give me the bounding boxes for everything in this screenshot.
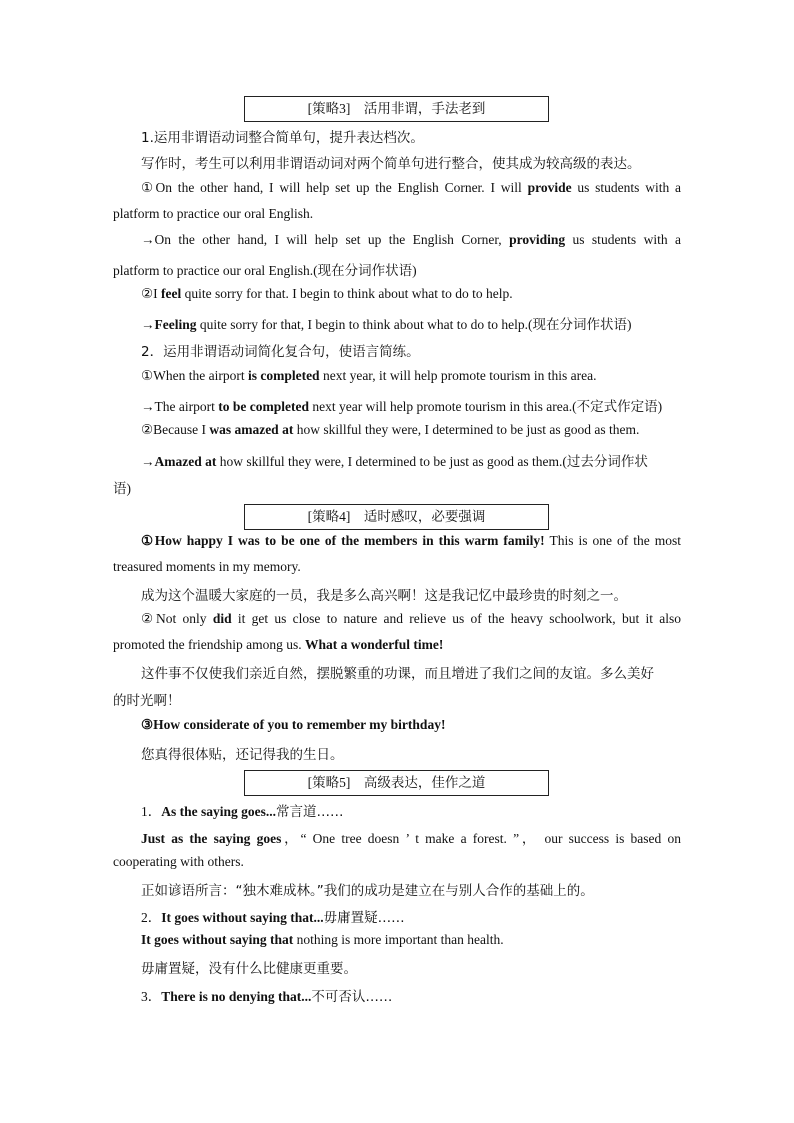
s5-heading-2: 2．It goes without saying that...毋庸置疑…… <box>141 910 405 926</box>
s5-example-1: Just as the saying goes，“ One tree doesn ’ t make a forest. ”， our success is based on <box>141 831 681 846</box>
s3-example-5: ①When the airport is completed next year, it will help promote tourism in this area. <box>141 368 597 383</box>
s4-example-2-cont: promoted the friendship among us. What a wonderful time! <box>113 637 444 652</box>
s5-translation-2: 毋庸置疑，没有什么比健康更重要。 <box>141 961 357 977</box>
s3-example-2-cont: platform to practice our oral English.(现在分词作状语) <box>113 263 417 278</box>
s4-translation-3: 您真得很体贴，还记得我的生日。 <box>141 747 344 763</box>
s3-example-3: ②I feel quite sorry for that. I begin to think about what to do to help. <box>141 286 513 301</box>
s5-heading-1: 1．As the saying goes...常言道…… <box>141 804 344 820</box>
s5-translation-1: 正如谚语所言：“独木难成林。”我们的成功是建立在与别人合作的基础上的。 <box>141 883 594 899</box>
s3-heading-1: 1.运用非谓语动词整合简单句，提升表达档次。 <box>141 130 424 146</box>
s3-example-8-cont: 语) <box>113 481 131 496</box>
s5-heading-3: 3．There is no denying that...不可否认…… <box>141 989 393 1005</box>
strategy-3-box: [策略3] 活用非谓，手法老到 <box>244 96 549 122</box>
s3-example-1: ①On the other hand, I will help set up the English Corner. I will provide us students with a <box>141 180 681 195</box>
strategy-5-box: [策略5] 高级表达，佳作之道 <box>244 770 549 796</box>
s4-translation-2-cont: 的时光啊！ <box>113 693 181 709</box>
s3-example-8: →Amazed at how skillful they were, I determined to be just as good as them.(过去分词作状 <box>141 454 648 469</box>
s4-translation-1: 成为这个温暖大家庭的一员，我是多么高兴啊！这是我记忆中最珍贵的时刻之一。 <box>141 588 627 604</box>
s3-heading-2: 2．运用非谓语动词简化复合句，使语言简练。 <box>141 344 420 360</box>
s3-example-7: ②Because I was amazed at how skillful they were, I determined to be just as good as them. <box>141 422 640 437</box>
s4-example-1: ①How happy I was to be one of the members in this warm family! This is one of the most <box>141 533 682 548</box>
s5-example-2: It goes without saying that nothing is more important than health. <box>141 932 504 947</box>
s3-example-1-cont: platform to practice our oral English. <box>113 206 314 221</box>
s4-translation-2: 这件事不仅使我们亲近自然，摆脱繁重的功课，而且增进了我们之间的友谊。多么美好 <box>141 666 654 682</box>
s3-example-4: →Feeling quite sorry for that, I begin to think about what to do to help.(现在分词作状语) <box>141 317 632 332</box>
s3-example-6: →The airport to be completed next year will help promote tourism in this area.(不定式作定语) <box>141 399 663 414</box>
s4-example-1-cont: treasured moments in my memory. <box>113 559 301 574</box>
strategy-4-box: [策略4] 适时感叹，必要强调 <box>244 504 549 530</box>
s4-example-2: ②Not only did it get us close to nature and relieve us of the heavy schoolwork, but it also <box>141 611 681 626</box>
s5-example-1-cont: cooperating with others. <box>113 854 244 869</box>
s4-example-3: ③How considerate of you to remember my birthday! <box>141 717 446 732</box>
s3-example-2: →On the other hand, I will help set up the English Corner, providing us students with a <box>141 232 681 247</box>
s3-para-1: 写作时，考生可以利用非谓语动词对两个简单句进行整合，使其成为较高级的表达。 <box>141 156 641 172</box>
